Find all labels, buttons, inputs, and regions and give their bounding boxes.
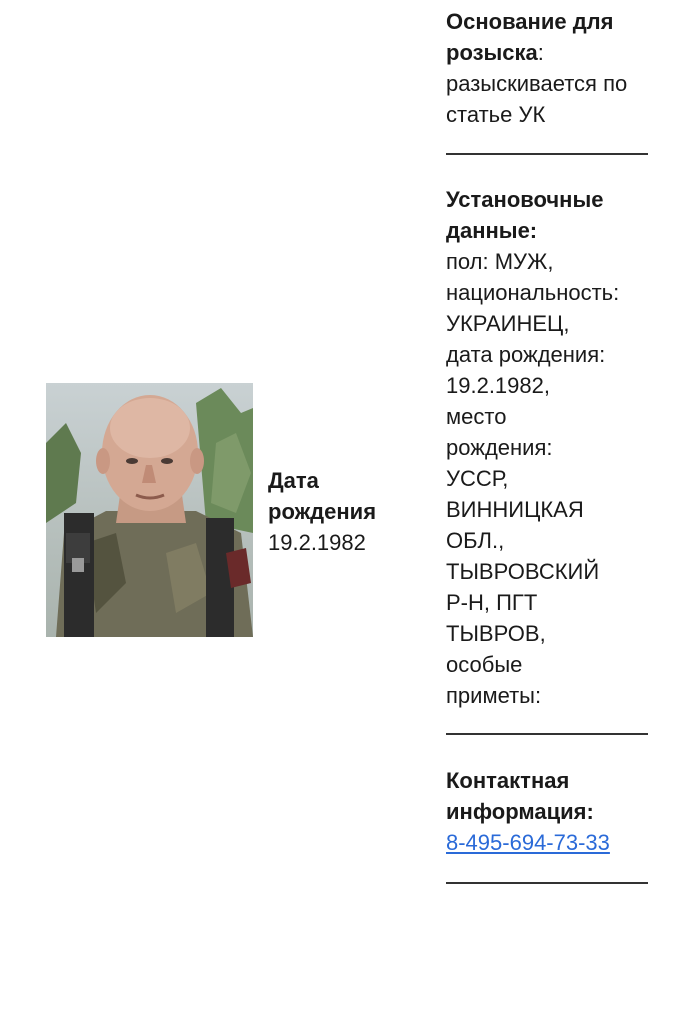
identity-line: дата рождения: — [446, 342, 606, 367]
dob-label: Дата рождения — [268, 468, 377, 524]
phone-link[interactable]: 8-495-694-73-33 — [446, 830, 610, 855]
identity-line: УКРАИНЕЦ, — [446, 311, 570, 336]
identity-line: особые — [446, 652, 523, 677]
separator — [446, 733, 648, 735]
identity-line: ОБЛ., — [446, 528, 505, 553]
identity-line: рождения: — [446, 435, 553, 460]
identity-line: национальность: — [446, 280, 620, 305]
details-column — [446, 6, 668, 884]
separator — [446, 882, 648, 884]
reason-text: разыскивается по статье УК — [446, 71, 628, 127]
reason-section — [446, 6, 668, 130]
reason-title-colon: : — [537, 40, 544, 65]
identity-line: приметы: — [446, 683, 542, 708]
reason-title: Основание для розыска — [446, 9, 614, 65]
identity-line: Р-Н, ПГТ — [446, 590, 538, 615]
contact-section — [446, 765, 668, 858]
identity-line: ТЫВРОВСКИЙ — [446, 559, 600, 584]
identity-title: Установочные данные: — [446, 187, 604, 243]
identity-line: ТЫВРОВ, — [446, 621, 546, 646]
identity-line: место — [446, 404, 507, 429]
identity-line: пол: МУЖ, — [446, 249, 554, 274]
dob-summary — [268, 465, 418, 558]
contact-title: Контактная информация: — [446, 768, 594, 824]
identity-line: ВИННИЦКАЯ — [446, 497, 584, 522]
identity-section — [446, 184, 668, 711]
separator — [446, 153, 648, 155]
identity-line: 19.2.1982, — [446, 373, 550, 398]
person-photo — [46, 383, 253, 637]
portrait-image — [46, 383, 253, 637]
identity-line: УССР, — [446, 466, 509, 491]
dob-value: 19.2.1982 — [268, 530, 366, 555]
